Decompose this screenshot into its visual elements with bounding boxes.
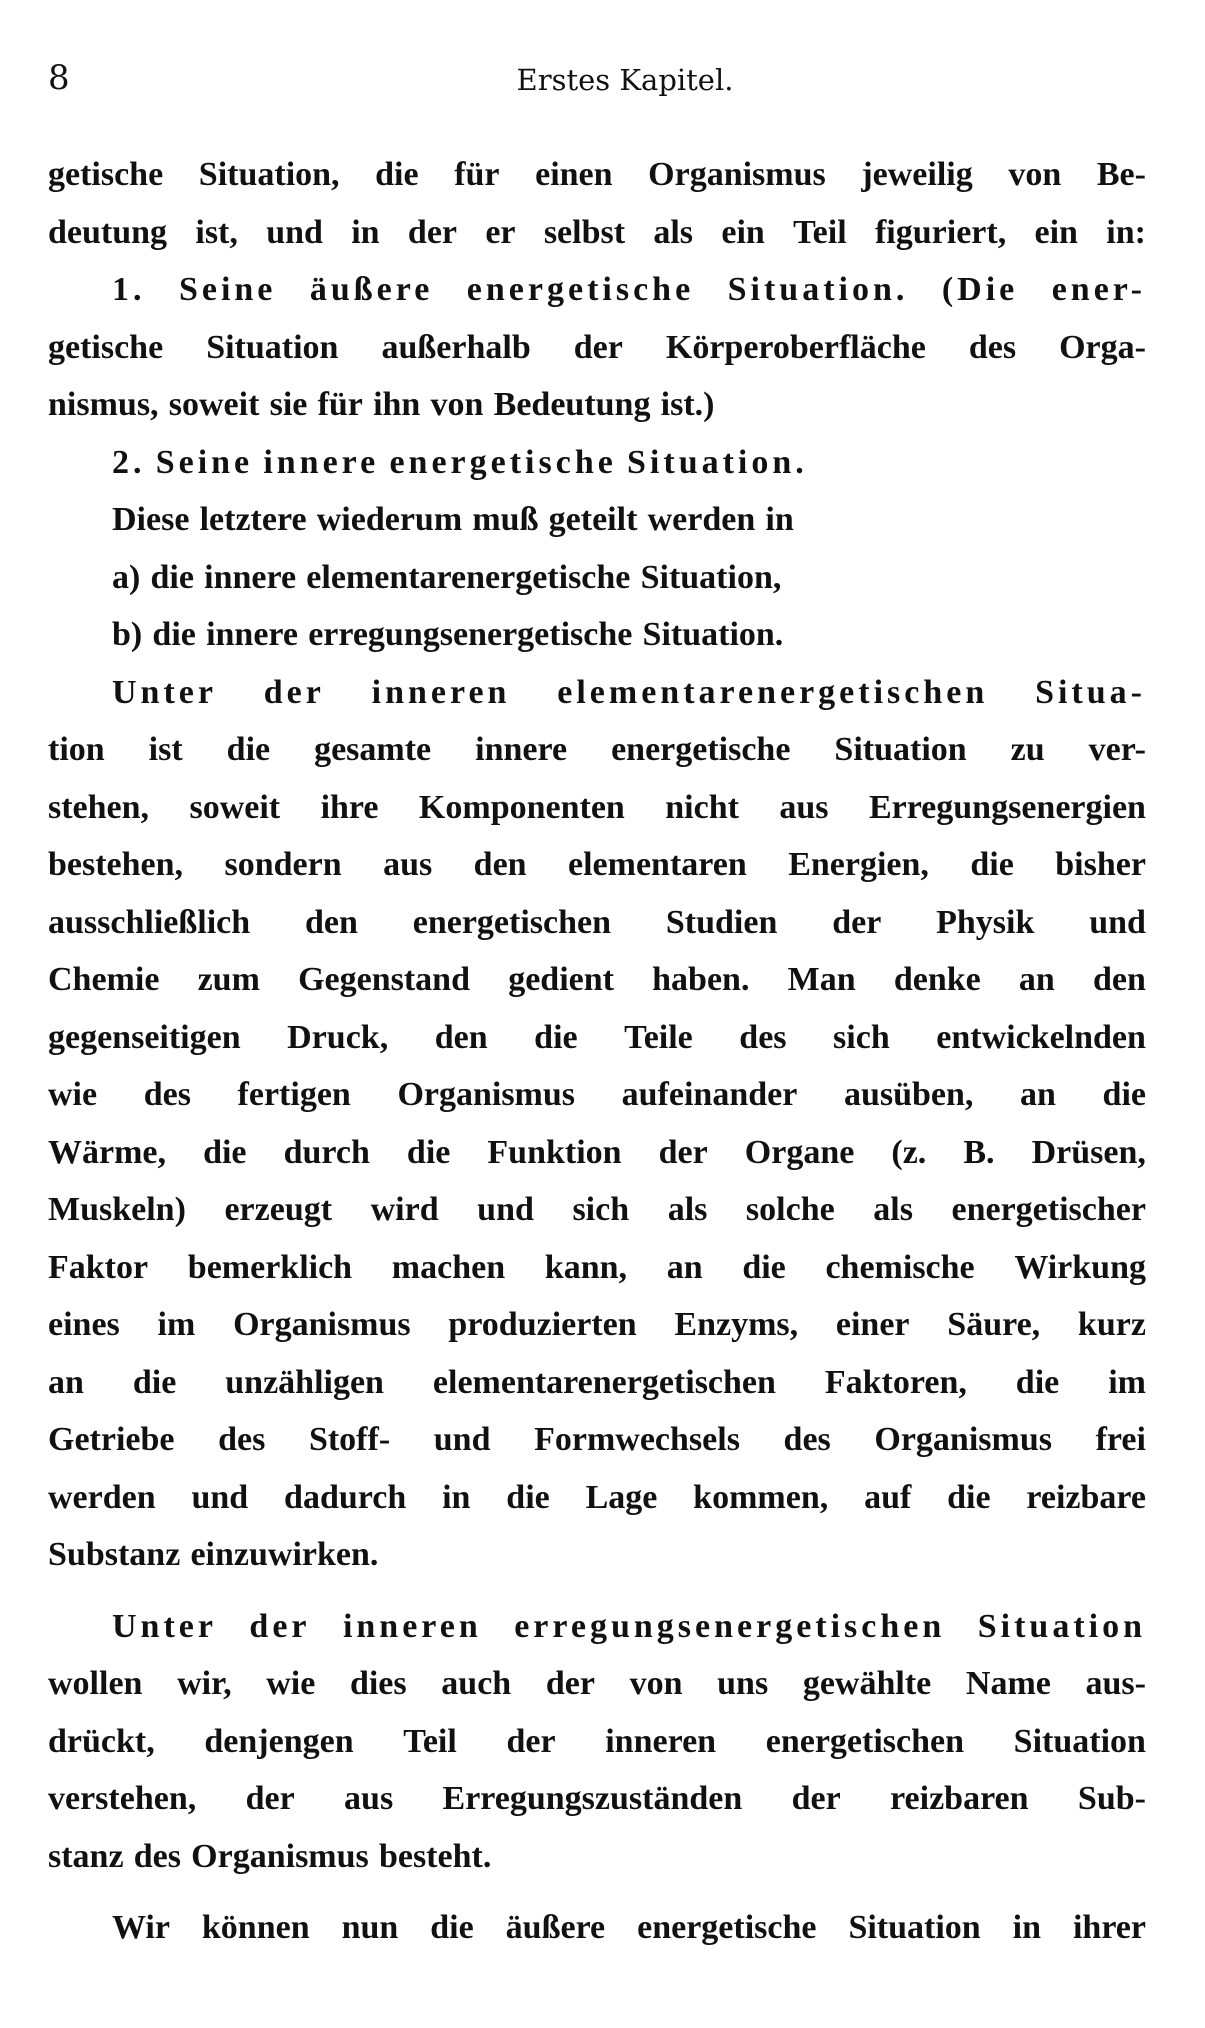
text-line: gegenseitigen Druck, den die Teile des sich entwickelnden — [48, 1018, 1146, 1056]
text-line: Unter der inneren elementarenergetischen Situa- — [112, 673, 1146, 711]
text-line: bestehen, sondern aus den elementaren Energien, die bisher — [48, 846, 1146, 883]
text-line: Diese letztere wiederum muß geteilt werden in — [112, 501, 794, 538]
paragraph-gap — [48, 1584, 1146, 1598]
text-line: nismus, soweit sie für ihn von Bedeutung ist.) — [48, 386, 715, 423]
text-line: wie des fertigen Organismus aufeinander ausüben, an die — [48, 1076, 1146, 1113]
text-line: Faktor bemerklich machen kann, an die chemische Wirkung — [48, 1248, 1146, 1286]
text-line: wollen wir, wie dies auch der von uns gewählte Name aus- — [48, 1665, 1146, 1702]
text-line: getische Situation, die für einen Organismus jeweilig von Be- — [48, 156, 1146, 193]
text-line: verstehen, der aus Erregungszuständen der reizbaren Sub- — [48, 1780, 1146, 1817]
text-line: an die unzähligen elementarenergetischen Faktoren, die im — [48, 1363, 1146, 1401]
text-line: tion ist die gesamte innere energetische Situation zu ver- — [48, 731, 1146, 768]
text-line: deutung ist, und in der er selbst als ein Teil figuriert, ein in: — [48, 213, 1146, 251]
text-line: 2. Seine innere energetische Situation. — [112, 443, 808, 481]
text-line: stehen, soweit ihre Komponenten nicht aus Erregungsenergien — [48, 788, 1146, 826]
text-line: Unter der inneren erregungsenergetischen Situation — [112, 1607, 1146, 1645]
text-line: Muskeln) erzeugt wird und sich als solche als energetischer — [48, 1191, 1146, 1228]
text-line: eines im Organismus produzierten Enzyms, einer Säure, kurz — [48, 1306, 1146, 1343]
text-line: Getriebe des Stoff- und Formwechsels des Organismus frei — [48, 1421, 1146, 1458]
text-line: stanz des Organismus besteht. — [48, 1837, 492, 1875]
text-line: Wärme, die durch die Funktion der Organe (z. B. Drüsen, — [48, 1133, 1146, 1171]
page-number: 8 — [48, 58, 70, 98]
text-line: drückt, denjengen Teil der inneren energetischen Situation — [48, 1722, 1146, 1760]
text-line: werden und dadurch in die Lage kommen, auf die reizbare — [48, 1478, 1146, 1516]
text-line: a) die innere elementarenergetische Situation, — [112, 558, 782, 596]
text-line: Substanz einzuwirken. — [48, 1536, 379, 1573]
text-line: Wir können nun die äußere energetische Situation in ihrer — [112, 1909, 1146, 1946]
text-line: getische Situation außerhalb der Körperoberfläche des Orga- — [48, 328, 1146, 366]
page-header — [48, 58, 1148, 98]
running-head: Erstes Kapitel. — [516, 63, 734, 97]
text-line: b) die innere erregungsenergetische Situation. — [112, 616, 784, 653]
text-line: 1. Seine äußere energetische Situation. (Die ener- — [112, 271, 1146, 308]
body-text — [48, 146, 1146, 1957]
text-line: ausschließlich den energetischen Studien der Physik und — [48, 903, 1146, 941]
text-line: Chemie zum Gegenstand gedient haben. Man denke an den — [48, 961, 1146, 998]
paragraph-gap — [48, 1885, 1146, 1899]
